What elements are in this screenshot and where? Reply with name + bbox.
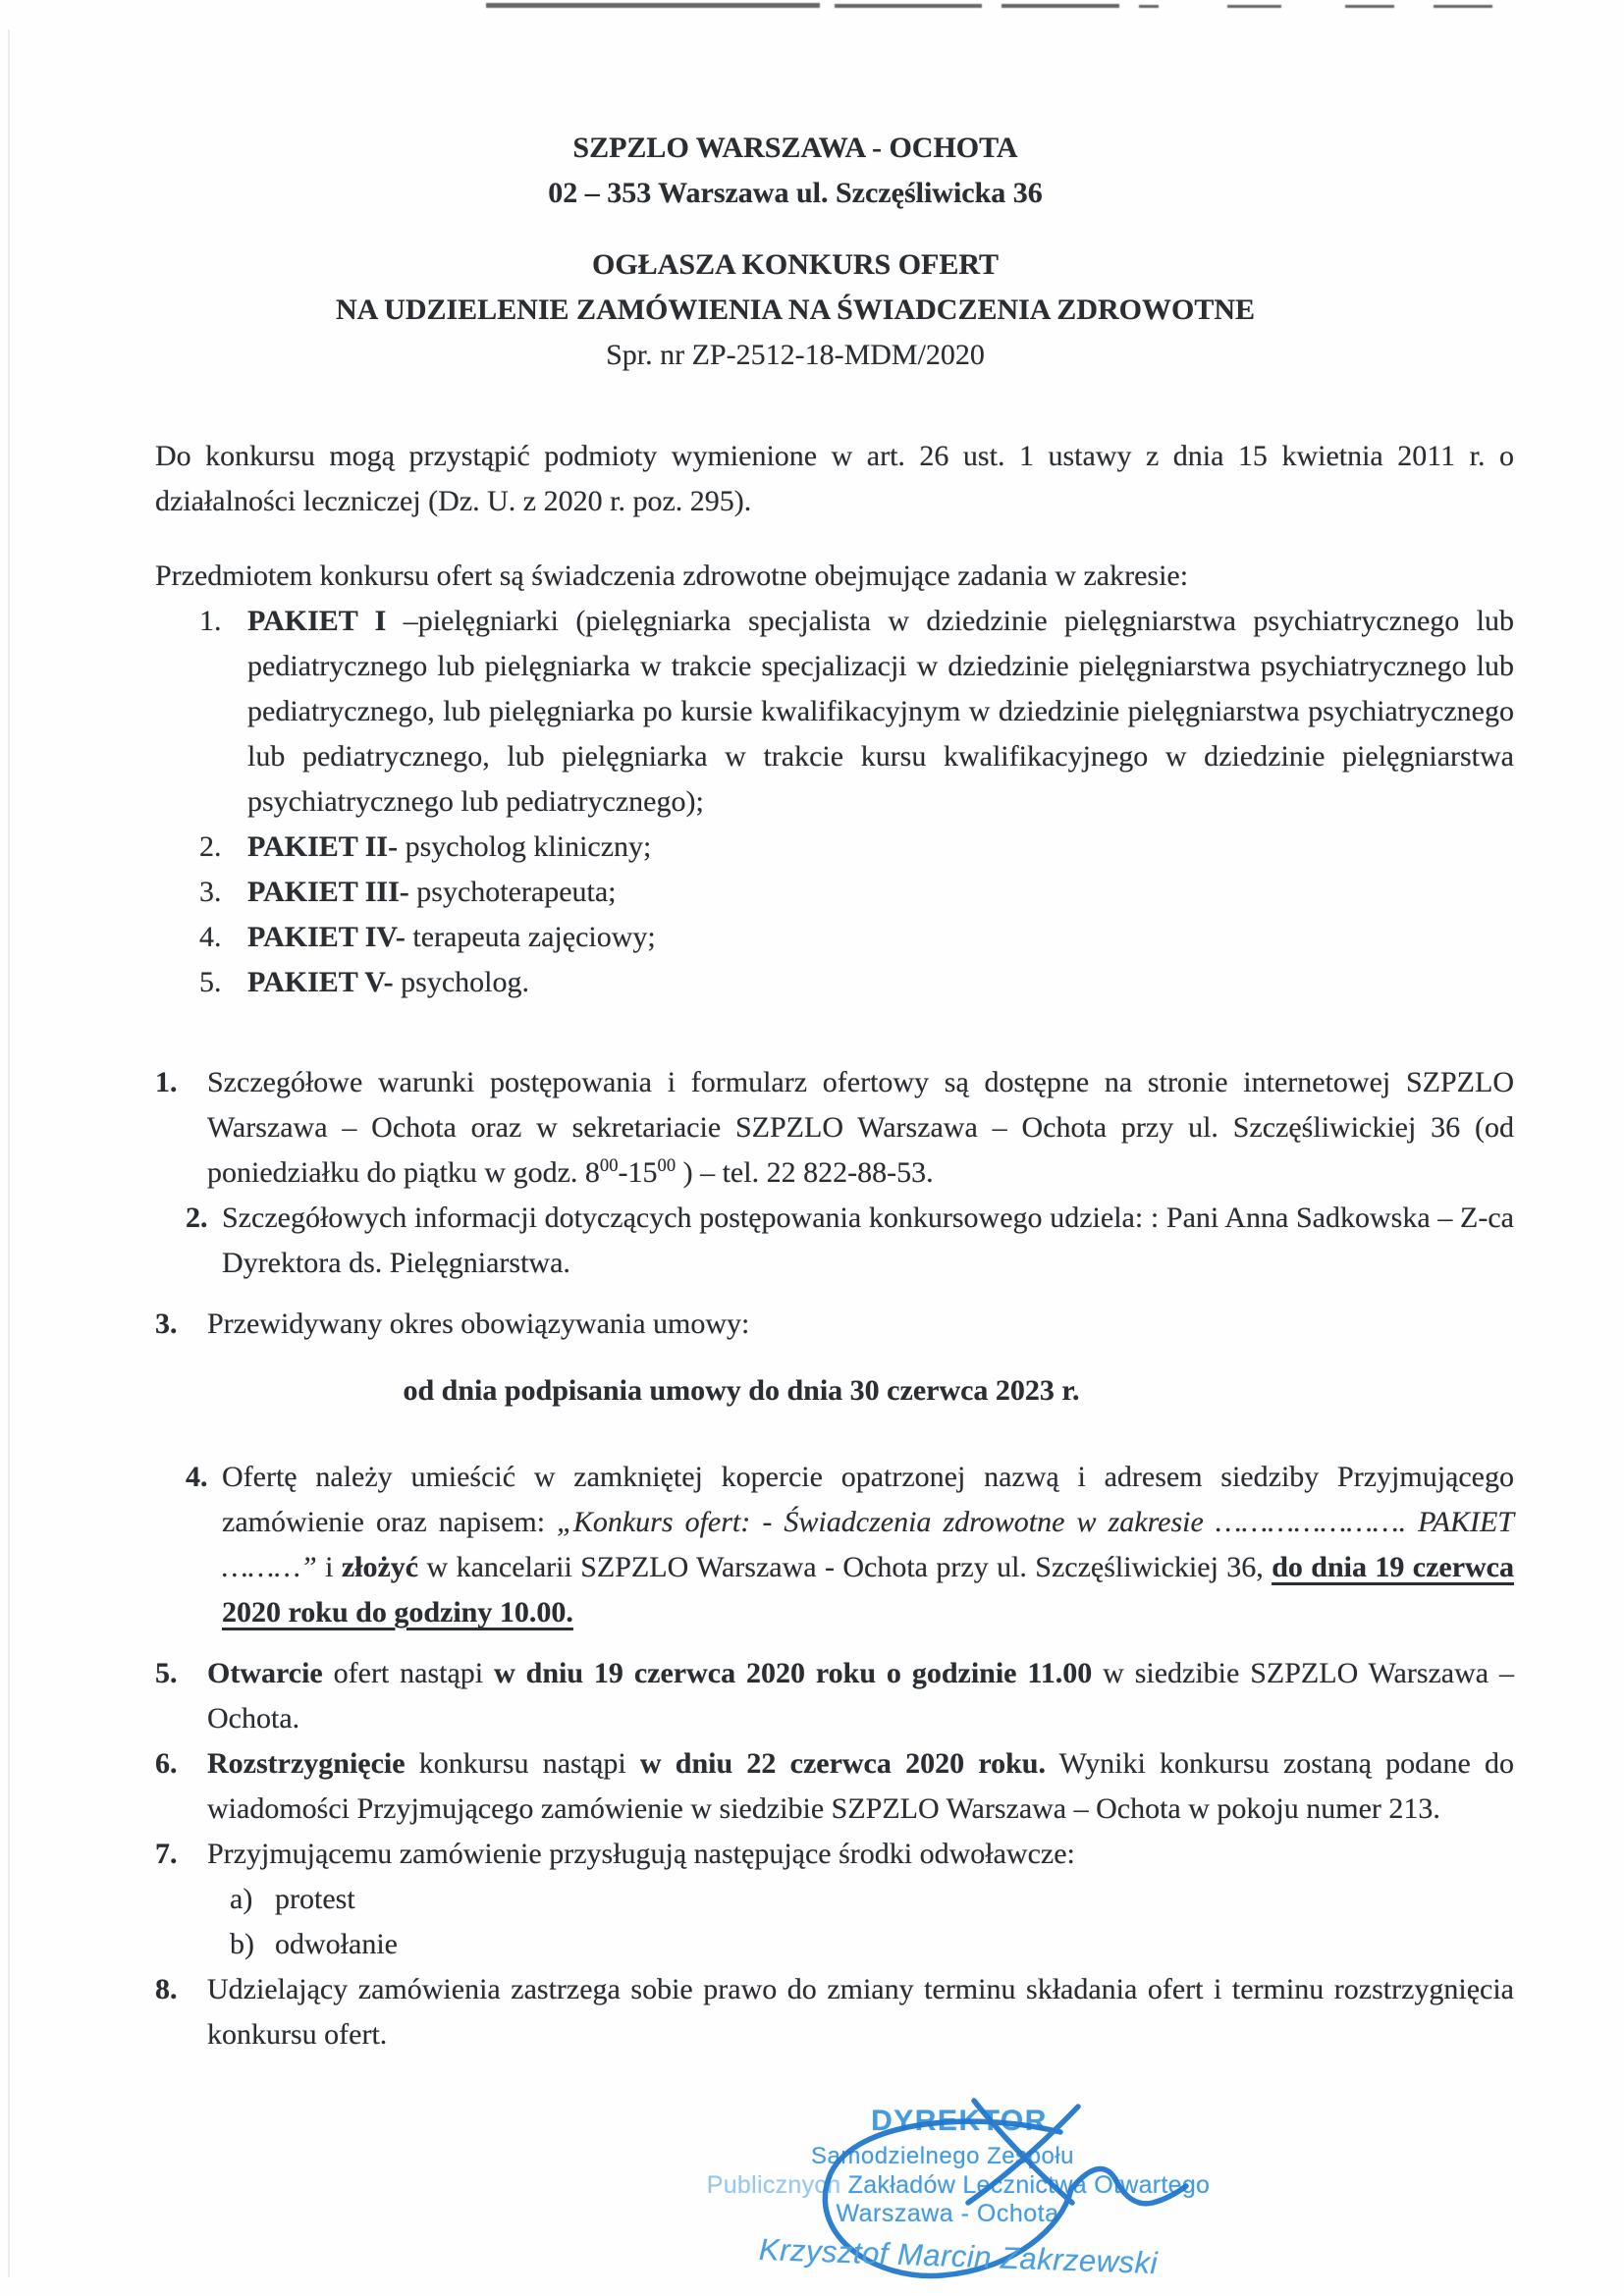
sub-item-marker: a) [230, 1883, 253, 1915]
item4-emphasis: złożyć [341, 1551, 419, 1583]
stamp-line-2-faded: Publicznych [706, 2171, 841, 2199]
package-item [155, 825, 1514, 870]
package-name: PAKIET II- [247, 830, 399, 863]
intro-paragraph: Do konkursu mogą przystąpić podmioty wymienione w art. 26 ust. 1 ustawy z dnia 15 kwietnia 2011 r. o działalności leczniczej (Dz. U. z 2020 r. poz. 295). [155, 440, 1514, 517]
item6-emphasis-1: Rozstrzygnięcie [207, 1747, 406, 1780]
item-text: Przyjmującemu zamówienie przysługują następujące środki odwoławcze: [207, 1838, 1075, 1870]
item1-text-b: -15 [618, 1156, 658, 1189]
hours-superscript: 00 [657, 1155, 677, 1176]
case-number: Spr. nr ZP-2512-18-MDM/2020 [606, 339, 985, 371]
item4-seg-3: w kancelarii SZPZLO Warszawa - Ochota przy ul. Szczęśliwickiej 36, [418, 1551, 1272, 1583]
package-number: 3. [199, 876, 222, 908]
package-name: PAKIET I [247, 605, 387, 637]
scan-artifact-line [1434, 5, 1492, 8]
scan-artifact-line [1227, 5, 1281, 8]
item5-seg-2: w siedzibie SZPZLO Warszawa – Ochota. [207, 1657, 1515, 1735]
stamp-line-1: Samodzielnego Zespołu [811, 2143, 1074, 2169]
package-list [155, 599, 1514, 1005]
scan-artifact-line [1345, 5, 1394, 8]
condition-item-5 [155, 1651, 1514, 1741]
item1-text-c: ) – tel. 22 822-88-53. [676, 1156, 934, 1189]
resolution-date: w dniu 22 czerwca 2020 roku. [639, 1747, 1046, 1780]
package-description: terapeuta zajęciowy; [405, 921, 656, 953]
contract-period-line: od dnia podpisania umowy do dnia 30 czerwca 2023 r. [403, 1374, 1080, 1407]
condition-item-6 [155, 1741, 1514, 1832]
item5-emphasis-1: Otwarcie [207, 1657, 323, 1689]
item-text [207, 1060, 1514, 1196]
item4-seg-2: i [316, 1551, 342, 1583]
item-number: 3. [155, 1308, 178, 1340]
package-number: 5. [199, 966, 222, 998]
item-text: Szczegółowych informacji dotyczących postępowania konkursowego udziela: : Pani Anna Sadkowska – Z-ca Dyrektora ds. Pielęgniarstwa. [222, 1201, 1514, 1279]
package-number: 2. [199, 830, 222, 863]
package-item [155, 599, 1514, 825]
scan-artifact-line [486, 3, 820, 8]
scan-artifact-line [1139, 5, 1159, 8]
package-item [155, 915, 1514, 960]
item-text: Przewidywany okres obowiązywania umowy: [207, 1308, 750, 1340]
document-header [155, 126, 1514, 378]
conditions-list [155, 1060, 1514, 2057]
item-text [222, 1455, 1514, 1635]
package-description: –pielęgniarki (pielęgniarka specjalista w dziedzinie pielęgniarstwa psychiatrycznego lub pediatrycznego lub pielęgniarka w trakcie specjalizacji w dziedzinie pielęgniarstwa psychiatrycznego lub pediatrycznego, lub pielęgniarka po kursie kwalifikacyjnym w dziedzinie pielęgniarstwa psychiatrycznego lub pediatrycznego, lub pielęgniarka w trakcie kursu kwalifikacyjnego w dziedzinie pielęgniarstwa psychiatrycznego lub pediatrycznego); [247, 605, 1514, 818]
sub-item-text: odwołanie [275, 1928, 398, 1960]
item-text [207, 1651, 1514, 1741]
org-name: SZPZLO WARSZAWA - OCHOTA [572, 132, 1018, 164]
submission-deadline: do dnia 19 czerwca 2020 roku do godziny 10.00. [222, 1551, 1514, 1629]
scan-artifact-line [1001, 4, 1119, 8]
condition-item-8 [155, 1967, 1514, 2057]
stamp-line-3: Warszawa - Ochota [836, 2200, 1059, 2227]
package-item [155, 960, 1514, 1005]
announce-line-2: NA UDZIELENIE ZAMÓWIENIA NA ŚWIADCZENIA ZDROWOTNE [335, 294, 1256, 326]
item-number: 4. [186, 1461, 208, 1493]
item-number: 2. [186, 1201, 208, 1234]
stamp-title: DYREKTOR [871, 2105, 1048, 2137]
package-name: PAKIET III- [247, 876, 409, 908]
condition-item-3 [155, 1302, 1514, 1347]
package-number: 1. [199, 605, 222, 637]
item-number: 8. [155, 1973, 178, 2005]
appeal-option-b [155, 1922, 1514, 1967]
appeal-option-a [155, 1877, 1514, 1922]
condition-item-7 [155, 1832, 1514, 1877]
item5-seg-1: ofert nastąpi [322, 1657, 495, 1689]
package-name: PAKIET V- [247, 966, 394, 998]
signature-block [155, 2085, 1514, 2296]
package-name: PAKIET IV- [247, 921, 406, 953]
item-text [207, 1741, 1514, 1832]
scan-artifact-line [835, 4, 982, 8]
scan-edge-line [8, 29, 10, 2277]
sub-item-text: protest [275, 1883, 355, 1915]
item1-text-a: Szczegółowe warunki postępowania i formularz ofertowy są dostępne na stronie internetowej SZPZLO Warszawa – Ochota oraz w sekretariacie SZPZLO Warszawa – Ochota przy ul. Szczęśliwickiej 36 (od poniedziałku do piątku w godz. 8 [207, 1066, 1514, 1189]
subject-lead: Przedmiotem konkursu ofert są świadczenia zdrowotne obejmujące zadania w zakresie: [155, 560, 1189, 592]
condition-item-1 [155, 1060, 1514, 1196]
stamp-line-2-rest: Zakładów Lecznictwa Otwartego [840, 2171, 1211, 2199]
item-text: Udzielający zamówienia zastrzega sobie prawo do zmiany terminu składania ofert i terminu rozstrzygnięcia konkursu ofert. [207, 1973, 1514, 2051]
package-item [155, 870, 1514, 915]
condition-item-4 [155, 1455, 1514, 1635]
item6-seg-2: Wyniki konkursu zostaną podane do wiadomości Przyjmującego zamówienie w siedzibie SZPZLO Warszawa – Ochota w pokoju numer 213. [207, 1747, 1514, 1825]
package-number: 4. [199, 921, 222, 953]
envelope-inscription: „Konkurs ofert: - Świadczenia zdrowotne w zakresie …………………. PAKIET ………” [222, 1506, 1514, 1583]
announcement-title [155, 242, 1435, 378]
item6-seg-1: konkursu nastąpi [405, 1747, 640, 1780]
announce-line-1: OGŁASZA KONKURS OFERT [591, 248, 1000, 281]
signatory-name: Krzysztof Marcin Zakrzewski [758, 2231, 1159, 2281]
package-description: psycholog kliniczny; [398, 830, 652, 863]
org-address: 02 – 353 Warszawa ul. Szczęśliwicka 36 [548, 177, 1043, 209]
opening-date: w dniu 19 czerwca 2020 roku o godzinie 11.00 [494, 1657, 1093, 1689]
item-number: 1. [155, 1066, 178, 1098]
item-number: 6. [155, 1747, 178, 1780]
item-number: 5. [155, 1657, 178, 1689]
condition-item-2 [155, 1196, 1514, 1286]
package-description: psychoterapeuta; [408, 876, 617, 908]
item4-seg-1: Ofertę należy umieścić w zamkniętej kopercie opatrzonej nazwą i adresem siedziby Przyjmującego zamówienie oraz napisem: [222, 1461, 1514, 1538]
package-description: psycholog. [393, 966, 529, 998]
hours-superscript: 00 [599, 1155, 619, 1176]
item-number: 7. [155, 1838, 178, 1870]
sub-item-marker: b) [230, 1928, 254, 1960]
